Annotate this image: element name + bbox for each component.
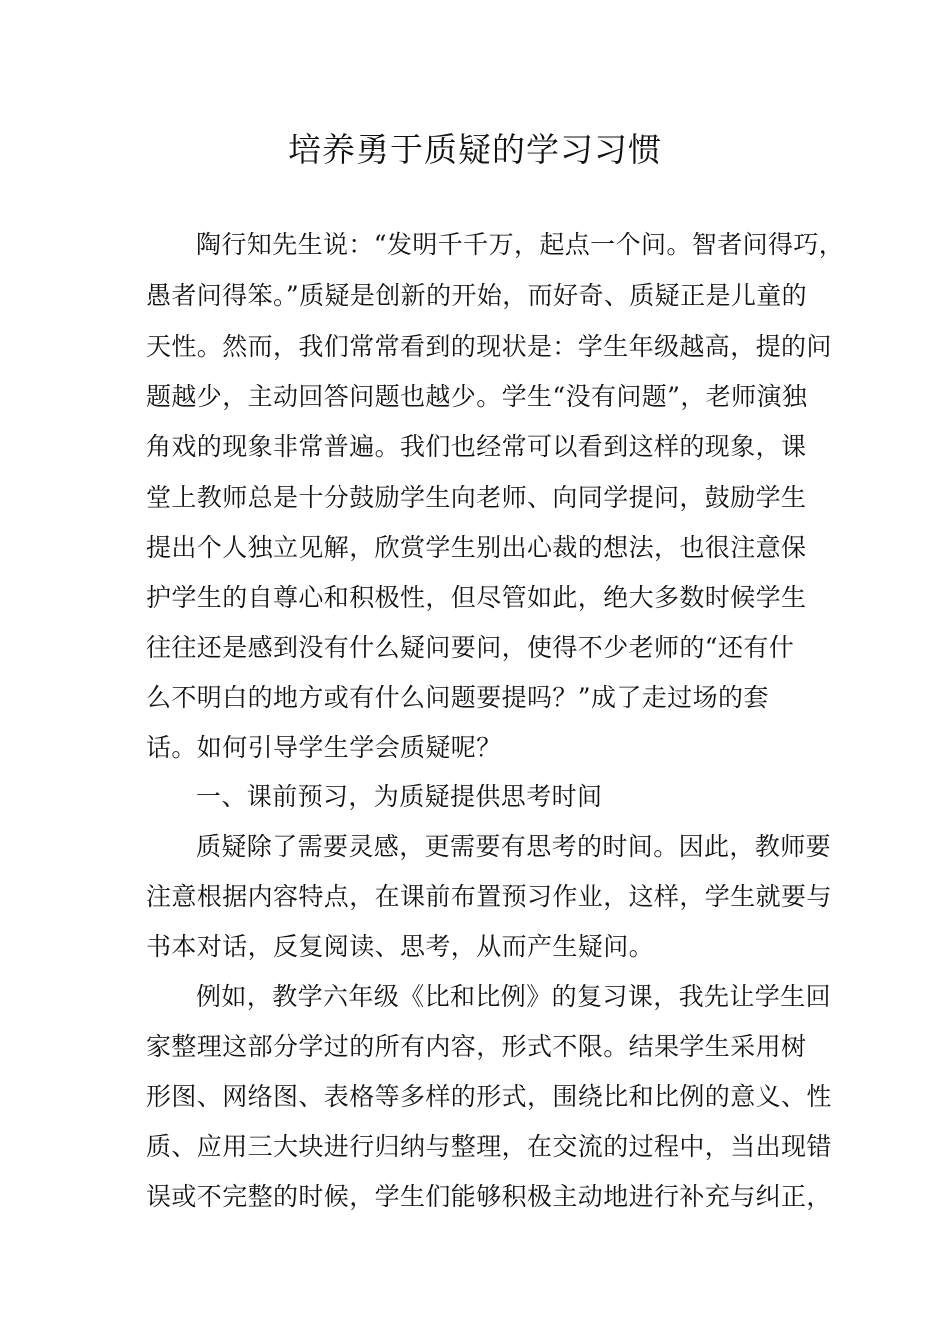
text-line-content: 误或不完整的时候，学生们能够积极主动地进行补充与纠正， xyxy=(146,1182,832,1211)
text-line-content: 质疑除了需要灵感，更需要有思考的时间。因此，教师要 xyxy=(196,832,832,861)
text-line-content: 例如，教学六年级《比和比例》的复习课，我先让学生回 xyxy=(196,982,832,1011)
text-line-content: 注意根据内容特点，在课前布置预习作业，这样，学生就要与 xyxy=(146,882,832,911)
text-line-content: 么不明白的地方或有什么问题要提吗？”成了走过场的套 xyxy=(146,683,769,712)
text-line-content: 愚者问得笨。”质疑是创新的开始，而好奇、质疑正是儿童的 xyxy=(146,281,808,310)
text-line-content: 话。如何引导学生学会质疑呢？ xyxy=(146,733,502,762)
text-line-content: 书本对话，反复阅读、思考，从而产生疑问。 xyxy=(146,932,655,961)
text-line-content: 题越少，主动回答问题也越少。学生“没有问题”，老师演独 xyxy=(146,382,808,411)
text-line-content: 护学生的自尊心和积极性，但尽管如此，绝大多数时候学生 xyxy=(146,583,807,612)
document-title: 培养勇于质疑的学习习惯 xyxy=(288,130,662,169)
text-line-content: 角戏的现象非常普遍。我们也经常可以看到这样的现象，课 xyxy=(146,432,807,461)
text-line-content: 陶行知先生说：“发明千千万，起点一个问。智者问得巧， xyxy=(196,230,845,259)
text-line-content: 家整理这部分学过的所有内容，形式不限。结果学生采用树 xyxy=(146,1032,807,1061)
text-line-content: 往往还是感到没有什么疑问要问，使得不少老师的“还有什 xyxy=(146,633,795,662)
text-line-content: 提出个人独立见解，欣赏学生别出心裁的想法，也很注意保 xyxy=(146,533,807,562)
text-line-content: 天性。然而，我们常常看到的现状是：学生年级越高，提的问 xyxy=(146,332,832,361)
text-line-content: 质、应用三大块进行归纳与整理，在交流的过程中，当出现错 xyxy=(146,1132,832,1161)
text-line-content: 堂上教师总是十分鼓励学生向老师、向同学提问，鼓励学生 xyxy=(146,483,807,512)
section-heading-content: 一、课前预习，为质疑提供思考时间 xyxy=(196,782,603,811)
text-line-content: 形图、网络图、表格等多样的形式，围绕比和比例的意义、性 xyxy=(146,1082,832,1111)
